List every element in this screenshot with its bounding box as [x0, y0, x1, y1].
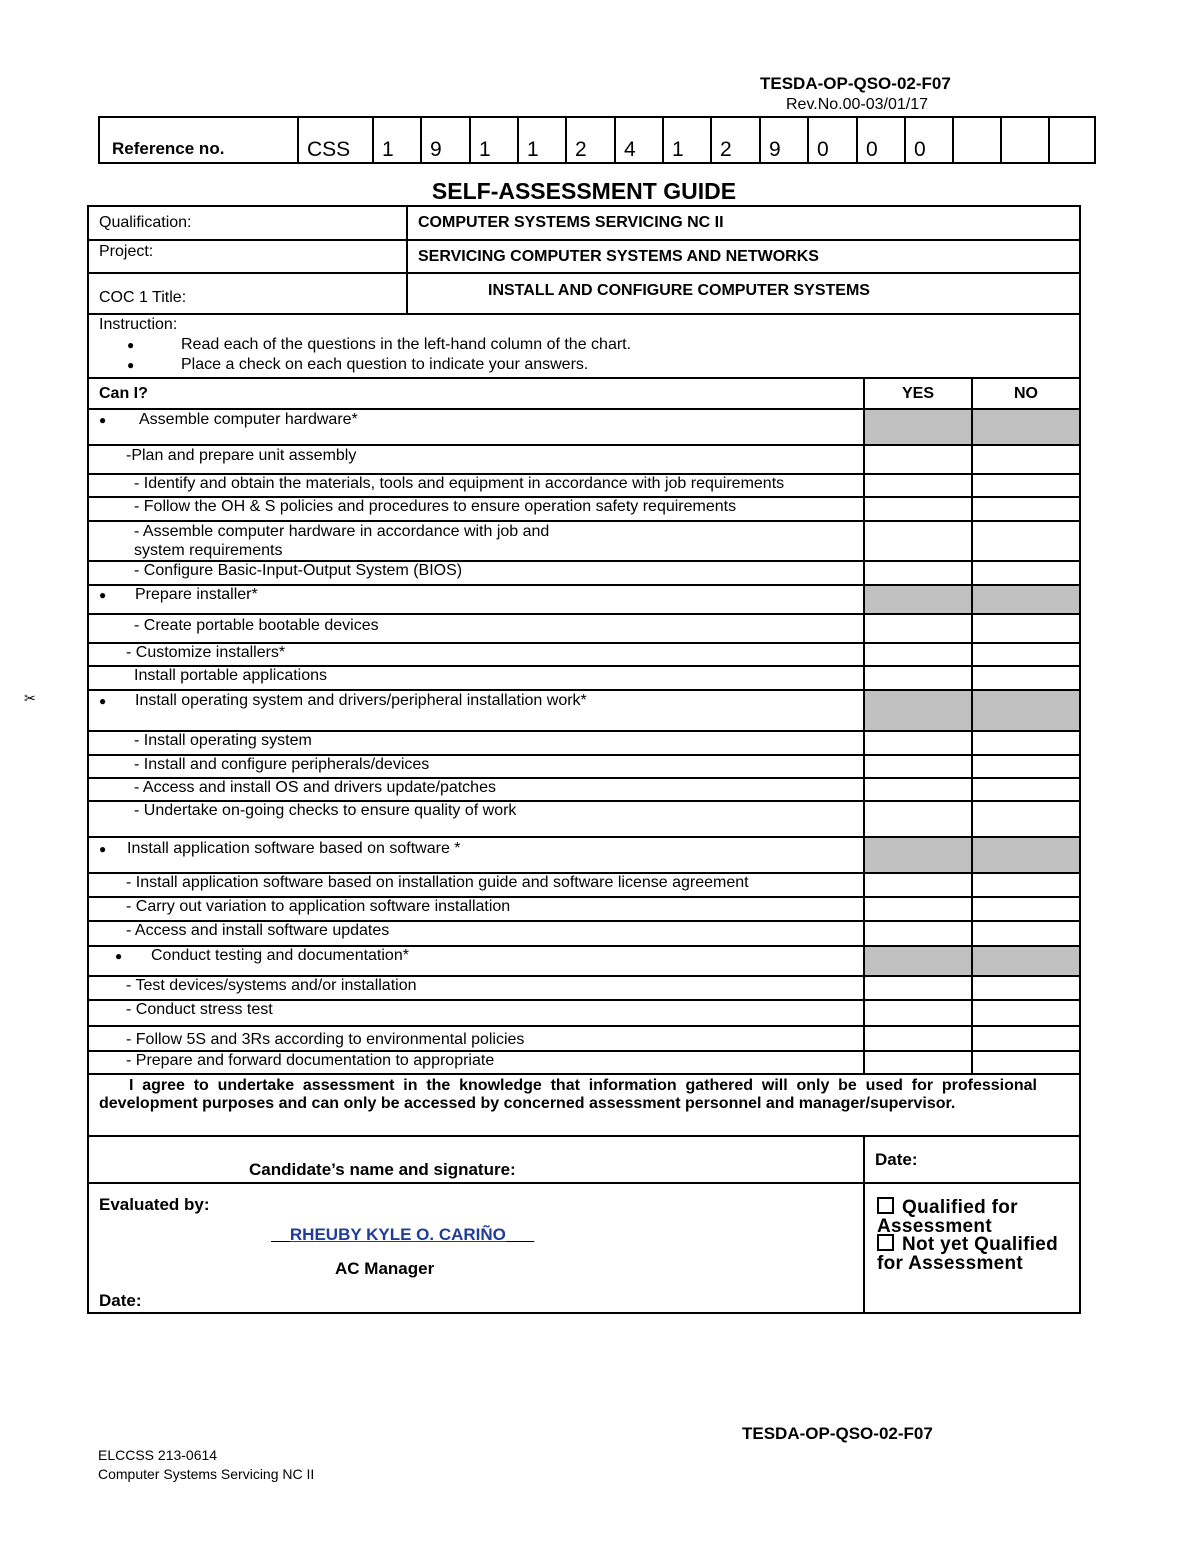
date-label: Date: [875, 1150, 918, 1169]
yes-cell[interactable] [864, 585, 972, 614]
yes-header: YES [864, 378, 972, 409]
yes-cell[interactable] [864, 731, 972, 755]
checkbox-icon[interactable] [877, 1197, 894, 1214]
coc-value: INSTALL AND CONFIGURE COMPUTER SYSTEMS [407, 273, 1080, 314]
no-cell[interactable] [972, 521, 1080, 561]
instruction-text: Place a check on each question to indicate your answers. [181, 356, 589, 373]
no-cell[interactable] [972, 946, 1080, 976]
bullet-icon: ● [99, 842, 107, 856]
bullet-icon: ● [99, 413, 107, 427]
instruction-item [99, 355, 1079, 375]
page-title: SELF-ASSESSMENT GUIDE [431, 178, 737, 204]
project-value: SERVICING COMPUTER SYSTEMS AND NETWORKS [407, 240, 1080, 273]
no-cell[interactable] [972, 1000, 1080, 1026]
checklist-row: - Carry out variation to application software installation [88, 897, 864, 921]
checklist-row: - Create portable bootable devices [88, 614, 864, 643]
reference-cell: 2 [566, 117, 615, 163]
no-cell[interactable] [972, 666, 1080, 690]
yes-cell[interactable] [864, 897, 972, 921]
reference-number-table [98, 116, 1096, 164]
instruction-box [88, 314, 1080, 378]
yes-cell[interactable] [864, 921, 972, 946]
yes-cell[interactable] [864, 837, 972, 873]
yes-cell[interactable] [864, 643, 972, 666]
reference-cell: 9 [421, 117, 470, 163]
yes-cell[interactable] [864, 497, 972, 521]
checklist-row: ● Install operating system and drivers/peripheral installation work* [88, 690, 864, 731]
coc-label: COC 1 Title: [88, 273, 407, 314]
yes-cell[interactable] [864, 521, 972, 561]
no-cell[interactable] [972, 690, 1080, 731]
checklist-row: - Conduct stress test [88, 1000, 864, 1026]
scissors-icon: ✂ [24, 690, 36, 706]
checklist-row: - Prepare and forward documentation to appropriate [88, 1051, 864, 1074]
no-cell[interactable] [972, 897, 1080, 921]
eval-date-label: Date: [99, 1291, 142, 1310]
bullet-icon: ● [127, 358, 135, 372]
reference-cell: 2 [711, 117, 760, 163]
revision-number: Rev.No.00-03/01/17 [786, 96, 929, 113]
checklist-row: ● Install application software based on software * [88, 837, 864, 873]
checklist-row: - Test devices/systems and/or installation [88, 976, 864, 1000]
checklist-row: - Install and configure peripherals/devices [88, 755, 864, 778]
bullet-icon: ● [127, 338, 135, 352]
evaluator-cell [88, 1183, 864, 1313]
no-cell[interactable] [972, 585, 1080, 614]
reference-cell [1049, 117, 1095, 163]
no-cell[interactable] [972, 778, 1080, 801]
reference-cell [1001, 117, 1049, 163]
evaluator-name: RHEUBY KYLE O. CARIÑO [289, 1225, 506, 1244]
agreement-text: I agree to undertake assessment in the knowledge that information gathered will only be used for professional development purposes and can only be accessed by concerned assessment personnel and manager/supervisor. [88, 1074, 1080, 1136]
no-cell[interactable] [972, 643, 1080, 666]
bullet-icon: ● [115, 949, 123, 963]
reference-cell: 0 [808, 117, 857, 163]
yes-cell[interactable] [864, 946, 972, 976]
can-i-header: Can I? [88, 378, 864, 409]
no-cell[interactable] [972, 561, 1080, 585]
checklist-row: Install portable applications [88, 666, 864, 690]
no-cell[interactable] [972, 837, 1080, 873]
no-cell[interactable] [972, 976, 1080, 1000]
reference-cell: 0 [905, 117, 953, 163]
no-cell[interactable] [972, 755, 1080, 778]
yes-cell[interactable] [864, 1000, 972, 1026]
evaluator-title: AC Manager [335, 1259, 435, 1278]
checklist-row: - Customize installers* [88, 643, 864, 666]
checklist-row: - Configure Basic-Input-Output System (BIOS) [88, 561, 864, 585]
checklist-row: - Follow 5S and 3Rs according to environmental policies [88, 1026, 864, 1051]
checkbox-icon[interactable] [877, 1234, 894, 1251]
yes-cell[interactable] [864, 409, 972, 445]
yes-cell[interactable] [864, 445, 972, 474]
qualified-option[interactable]: Qualified for Assessment [877, 1197, 1018, 1237]
project-label: Project: [88, 240, 407, 273]
qualification-label: Qualification: [88, 206, 407, 240]
yes-cell[interactable] [864, 873, 972, 897]
yes-cell[interactable] [864, 614, 972, 643]
no-cell[interactable] [972, 921, 1080, 946]
reference-cell: 4 [615, 117, 663, 163]
yes-cell[interactable] [864, 976, 972, 1000]
instruction-label: Instruction: [99, 316, 178, 333]
reference-cell: 1 [518, 117, 566, 163]
no-cell[interactable] [972, 731, 1080, 755]
no-cell[interactable] [972, 409, 1080, 445]
reference-cell: 1 [373, 117, 421, 163]
checklist-row: - Assemble computer hardware in accordance with job and system requirements [88, 521, 864, 561]
candidate-label: Candidate’s name and signature: [249, 1160, 516, 1179]
checklist-row: - Identify and obtain the materials, tools and equipment in accordance with job requirements [88, 474, 864, 497]
checklist-row: - Install operating system [88, 731, 864, 755]
yes-cell[interactable] [864, 690, 972, 731]
no-cell[interactable] [972, 445, 1080, 474]
checklist-row: ● Conduct testing and documentation* [88, 946, 864, 976]
instruction-text: Read each of the questions in the left-hand column of the chart. [181, 336, 632, 353]
evaluator-signature-line [271, 1226, 534, 1244]
reference-cell: 0 [857, 117, 905, 163]
yes-cell[interactable] [864, 561, 972, 585]
yes-cell[interactable] [864, 801, 972, 837]
candidate-signature-cell [88, 1136, 864, 1183]
no-cell[interactable] [972, 873, 1080, 897]
bullet-icon: ● [99, 694, 107, 708]
reference-cell: 1 [470, 117, 518, 163]
qualification-value: COMPUTER SYSTEMS SERVICING NC II [407, 206, 1080, 240]
no-cell[interactable] [972, 801, 1080, 837]
no-cell[interactable] [972, 1051, 1080, 1074]
no-cell[interactable] [972, 474, 1080, 497]
footer-form-code: TESDA-OP-QSO-02-F07 [742, 1424, 933, 1443]
reference-cell: 9 [760, 117, 808, 163]
evaluated-by-label: Evaluated by: [99, 1195, 210, 1214]
checklist-row: - Undertake on-going checks to ensure quality of work [88, 801, 864, 837]
checklist-row: -Plan and prepare unit assembly [88, 445, 864, 474]
reference-cell [953, 117, 1001, 163]
yes-cell[interactable] [864, 474, 972, 497]
checklist-row: - Follow the OH & S policies and procedures to ensure operation safety requirements [88, 497, 864, 521]
footer-doc-id: ELCCSS 213-0614 [98, 1447, 218, 1463]
no-cell[interactable] [972, 614, 1080, 643]
checklist-row: ● Assemble computer hardware* [88, 409, 864, 445]
qualification-options-cell [864, 1183, 1080, 1313]
checklist-row: - Access and install OS and drivers update/patches [88, 778, 864, 801]
yes-cell[interactable] [864, 1051, 972, 1074]
reference-cell: 1 [663, 117, 711, 163]
form-code: TESDA-OP-QSO-02-F07 [760, 74, 951, 93]
bullet-icon: ● [99, 588, 107, 602]
reference-label: Reference no. [99, 117, 298, 163]
not-qualified-option[interactable]: Not yet Qualified for Assessment [877, 1234, 1059, 1274]
no-cell[interactable] [972, 1026, 1080, 1051]
instruction-item [99, 335, 1079, 355]
reference-cell: CSS [298, 117, 373, 163]
no-header: NO [972, 378, 1080, 409]
checklist-row: - Install application software based on installation guide and software license agreement [88, 873, 864, 897]
candidate-date-cell [864, 1136, 1080, 1183]
yes-cell[interactable] [864, 755, 972, 778]
footer-course: Computer Systems Servicing NC II [98, 1466, 315, 1482]
no-cell[interactable] [972, 497, 1080, 521]
yes-cell[interactable] [864, 1026, 972, 1051]
yes-cell[interactable] [864, 666, 972, 690]
self-assessment-table [87, 205, 1081, 1314]
yes-cell[interactable] [864, 778, 972, 801]
checklist-row: ● Prepare installer* [88, 585, 864, 614]
checklist-row: - Access and install software updates [88, 921, 864, 946]
